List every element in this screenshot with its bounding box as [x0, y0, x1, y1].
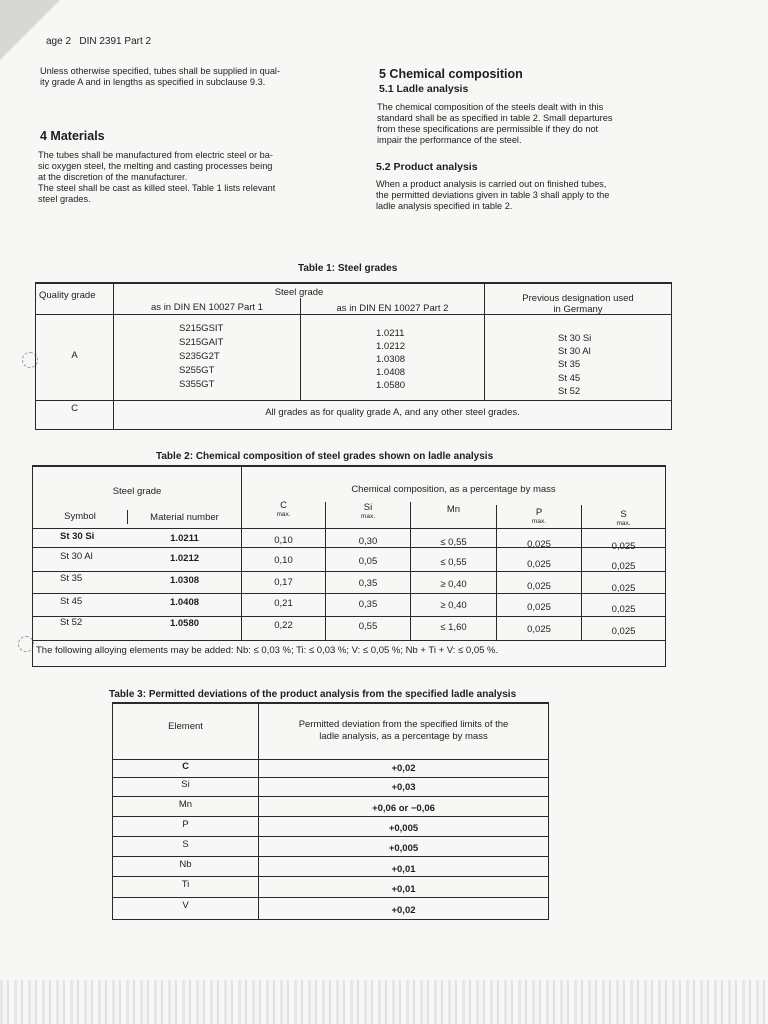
text-line: The steel shall be cast as killed steel. Table 1 lists relevant [38, 183, 276, 193]
c-value-cell: 0,10 [274, 555, 293, 566]
table-2-footnote: The following alloying elements may be added: Nb: ≤ 0,03 %; Ti: ≤ 0,03 %; V: ≤ 0,05 %; Nb + Ti + V: ≤ 0,05 %. [36, 645, 499, 656]
material-number-cell: 1.0212 [169, 553, 200, 564]
s-value-cell: 0,025 [611, 541, 636, 552]
p-value-cell: 0,025 [527, 624, 551, 635]
list-item: S215GSIT [179, 323, 224, 334]
symbol-cell: St 52 [60, 617, 83, 628]
header-steel-grade: Steel grade [112, 486, 162, 497]
p-value-cell: 0,025 [527, 559, 551, 570]
table-3-caption: Table 3: Permitted deviations of the product analysis from the specified ladle analysis [109, 689, 517, 700]
list-item: St 30 Si [558, 333, 592, 344]
material-number-cell: 1.0211 [170, 533, 199, 544]
standard-title: DIN 2391 Part 2 [79, 36, 152, 47]
si-value-cell: 0,05 [358, 556, 378, 567]
section-4-heading: 4 Materials [40, 129, 105, 143]
page-number: age 2 [46, 36, 72, 47]
material-number-cell: 1.0580 [169, 618, 200, 629]
list-item: St 35 [558, 359, 581, 371]
deviation-cell: +0,01 [391, 884, 416, 895]
header-line: Previous designation used [522, 293, 634, 304]
header-material-number: Material number [150, 512, 219, 523]
c-value-cell: 0,10 [274, 535, 293, 546]
s-value-cell: 0,025 [611, 561, 636, 572]
text-line: steel grades. [38, 194, 91, 204]
max-label: max. [531, 518, 547, 525]
header-element: Element [168, 721, 203, 732]
header-line: Permitted deviation from the specified limits of the [298, 719, 509, 730]
header-steel-grade: Steel grade [274, 287, 324, 298]
s-value-cell: 0,025 [611, 583, 636, 594]
element-cell: S [182, 839, 189, 850]
header-chemical-composition: Chemical composition, as a percentage by mass [351, 484, 556, 495]
quality-grade-a: A [71, 350, 78, 361]
mn-value-cell: ≤ 0,55 [440, 537, 467, 548]
header-en10027-part1: as in DIN EN 10027 Part 1 [151, 302, 263, 313]
list-item: S355GT [179, 379, 215, 390]
si-value-cell: 0,35 [358, 599, 378, 610]
scan-noise-strip [0, 980, 768, 1024]
section-5-2-heading: 5.2 Product analysis [376, 161, 478, 173]
text-line: impair the performance of the steel. [377, 135, 522, 145]
element-cell: Si [181, 779, 190, 790]
text-line: at the discretion of the manufacturer. [38, 172, 188, 182]
list-item: St 30 Al [558, 346, 591, 358]
text-line: ladle analysis specified in table 2. [376, 201, 513, 211]
section-5-1-heading: 5.1 Ladle analysis [379, 83, 469, 95]
deviation-cell: +0,02 [391, 905, 416, 916]
c-value-cell: 0,22 [274, 620, 293, 631]
list-item: St 45 [558, 372, 581, 384]
header-symbol: Symbol [64, 511, 96, 522]
s-value-cell: 0,025 [611, 626, 636, 637]
element-symbol: C [280, 500, 287, 511]
text-line: the permitted deviations given in table 3 shall apply to the [376, 190, 610, 200]
max-label: max. [360, 513, 376, 520]
list-item: 1.0408 [376, 367, 406, 378]
deviation-cell: +0,01 [391, 864, 416, 875]
table-1-caption: Table 1: Steel grades [298, 263, 398, 274]
material-number-cell: 1.0408 [169, 597, 200, 608]
c-value-cell: 0,21 [274, 598, 293, 609]
mn-value-cell: ≥ 0,40 [440, 600, 467, 611]
mn-value-cell: ≥ 0,40 [440, 579, 467, 590]
list-item: 1.0212 [376, 341, 406, 352]
text-line: standard shall be as specified in table 2. Small departures [377, 113, 613, 123]
element-symbol: P [535, 507, 543, 518]
si-value-cell: 0,55 [358, 621, 378, 632]
text-line: When a product analysis is carried out on finished tubes, [376, 179, 607, 189]
mn-value-cell: ≤ 1,60 [440, 622, 467, 633]
p-value-cell: 0,025 [527, 539, 551, 550]
max-label: max. [616, 520, 631, 527]
list-item: 1.0211 [376, 328, 405, 339]
text-line: The tubes shall be manufactured from electric steel or ba- [38, 150, 273, 160]
list-item: 1.0580 [376, 380, 406, 391]
element-cell: C [182, 761, 189, 772]
element-cell: Ti [181, 879, 190, 890]
text-line: sic oxygen steel, the melting and casting processes being [38, 161, 273, 171]
p-value-cell: 0,025 [527, 581, 551, 592]
header-en10027-part2: as in DIN EN 10027 Part 2 [336, 303, 449, 314]
list-item: St 52 [558, 385, 581, 397]
p-value-cell: 0,025 [527, 602, 551, 613]
c-value-cell: 0,17 [274, 577, 293, 588]
mn-value-cell: ≤ 0,55 [440, 557, 467, 568]
text-line: ity grade A and in lengths as specified in subclause 9.3. [40, 77, 266, 87]
table-2-caption: Table 2: Chemical composition of steel grades shown on ladle analysis [156, 451, 494, 462]
deviation-cell: +0,03 [391, 782, 416, 793]
si-value-cell: 0,30 [358, 536, 378, 547]
list-item: S235G2T [179, 351, 220, 362]
quality-grade-c: C [71, 403, 78, 414]
symbol-cell: St 30 Al [60, 551, 93, 562]
element-cell: Nb [179, 859, 192, 870]
list-item: S215GAIT [179, 337, 224, 348]
si-value-cell: 0,35 [358, 578, 378, 589]
element-cell: P [182, 819, 189, 830]
symbol-cell: St 30 Si [60, 531, 95, 542]
list-item: 1.0308 [376, 354, 406, 365]
deviation-cell: +0,005 [388, 823, 419, 834]
section-5-heading: 5 Chemical composition [379, 67, 523, 81]
header-line: in Germany [553, 304, 603, 315]
element-symbol: S [620, 509, 627, 520]
element-cell: Mn [178, 799, 193, 810]
deviation-cell: +0,06 or −0,06 [372, 803, 435, 814]
max-label: max. [276, 511, 291, 518]
header-quality-grade: Quality grade [39, 290, 96, 301]
symbol-cell: St 35 [60, 573, 83, 584]
element-symbol: Si [363, 502, 373, 513]
material-number-cell: 1.0308 [169, 575, 200, 586]
header-element-mn: Mn [446, 504, 461, 515]
text-line: Unless otherwise specified, tubes shall be supplied in qual- [40, 66, 281, 76]
text-line: The chemical composition of the steels dealt with in this [377, 102, 604, 112]
header-line: ladle analysis, as a percentage by mass [319, 731, 488, 742]
symbol-cell: St 45 [60, 596, 83, 607]
list-item: S255GT [179, 365, 215, 376]
deviation-cell: +0,005 [388, 843, 419, 854]
text-line: from these specifications are permissible if they do not [377, 124, 599, 134]
s-value-cell: 0,025 [611, 604, 636, 615]
header-permitted-deviation [259, 719, 548, 743]
quality-c-description: All grades as for quality grade A, and any other steel grades. [265, 407, 520, 418]
element-cell: V [182, 900, 189, 911]
deviation-cell: +0,02 [391, 763, 416, 774]
